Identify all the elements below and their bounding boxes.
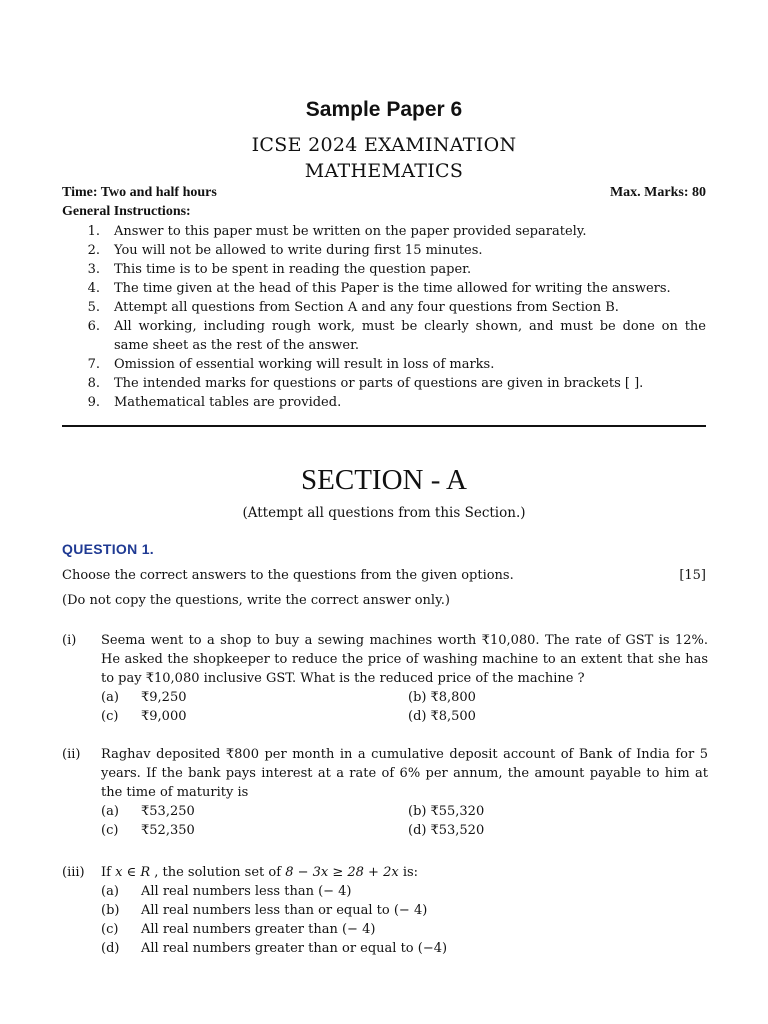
question-instruction-note: (Do not copy the questions, write the correct answer only.) [62,593,450,608]
option-d: (d) All real numbers greater than or equal to (−4) [101,941,448,956]
divider-rule [62,425,706,427]
option-c: (c) All real numbers greater than (− 4) [101,922,376,937]
subject-title: MATHEMATICS [304,160,464,182]
sub-question-stem: Seema went to a shop to buy a sewing machines worth ₹10,080. The rate of GST is 12%. He asked the shopkeeper to reduce the price of washing machine to an extent that she has to pay ₹10,080 inclusive GST. What is the reduced price of the machine ? [101,633,708,686]
max-marks: Max. Marks: 80 [609,185,706,200]
sub-question-i [62,631,708,726]
option-c: (c) ₹52,350 [101,823,195,838]
instruction-item: 4. The time given at the head of this Paper is the time allowed for writing the answers. [87,281,671,296]
instruction-item: 2. You will not be allowed to write during first 15 minutes. [87,243,483,258]
instruction-item: 5. Attempt all questions from Section A and any four questions from Section B. [87,300,619,315]
paper-title: Sample Paper 6 [305,98,463,121]
question-instruction [62,568,706,583]
meta-row [62,185,706,201]
instruction-item: 6. All working, including rough work, must be clearly shown, and must be done on the same sheet as the rest of the answer. [87,319,706,353]
option-d: (d) ₹8,500 [408,709,476,724]
general-instructions-heading: General Instructions: [62,204,191,219]
sub-question-stem: If x ∈ R , the solution set of 8 − 3x ≥ 28 + 2x is: [101,865,419,880]
instruction-item: 1. Answer to this paper must be written on the paper provided separately. [87,224,587,239]
math-variable: x ∈ R [115,865,151,880]
section-title: SECTION - A [301,464,467,496]
instruction-item: 9. Mathematical tables are provided. [87,395,342,410]
options-grid [101,688,708,726]
instruction-item: 7. Omission of essential working will result in loss of marks. [87,357,495,372]
instruction-item: 8. The intended marks for questions or parts of questions are given in brackets [ ]. [87,376,644,391]
section-note: (Attempt all questions from this Section.) [242,505,526,521]
question-marks: [15] [679,568,706,583]
option-a: (a) ₹9,250 [101,690,187,705]
time-allowed: Time: Two and half hours [62,185,217,200]
options-grid [101,802,708,840]
exam-title: ICSE 2024 EXAMINATION [251,134,517,156]
sub-question-number: (ii) [62,747,81,762]
sub-question-iii [62,863,708,958]
option-b: (b) All real numbers less than or equal to (− 4) [101,903,428,918]
instructions-list [62,222,706,412]
question-instruction-text: Choose the correct answers to the questions from the given options. [62,568,514,583]
math-inequality: 8 − 3x ≥ 28 + 2x [285,865,399,880]
option-b: (b) ₹8,800 [408,690,476,705]
instruction-item: 3. This time is to be spent in reading the question paper. [87,262,472,277]
sub-question-number: (i) [62,633,77,648]
sub-question-ii [62,745,708,840]
sub-question-number: (iii) [62,865,85,880]
sub-question-stem: Raghav deposited ₹800 per month in a cumulative deposit account of Bank of India for 5 years. If the bank pays interest at a rate of 6% per annum, the amount payable to him at the time of maturity is [101,747,708,800]
option-b: (b) ₹55,320 [408,804,485,819]
option-c: (c) ₹9,000 [101,709,187,724]
question-heading: QUESTION 1. [62,541,154,557]
option-a: (a) All real numbers less than (− 4) [101,884,352,899]
option-a: (a) ₹53,250 [101,804,195,819]
options-list [101,882,708,958]
option-d: (d) ₹53,520 [408,823,485,838]
